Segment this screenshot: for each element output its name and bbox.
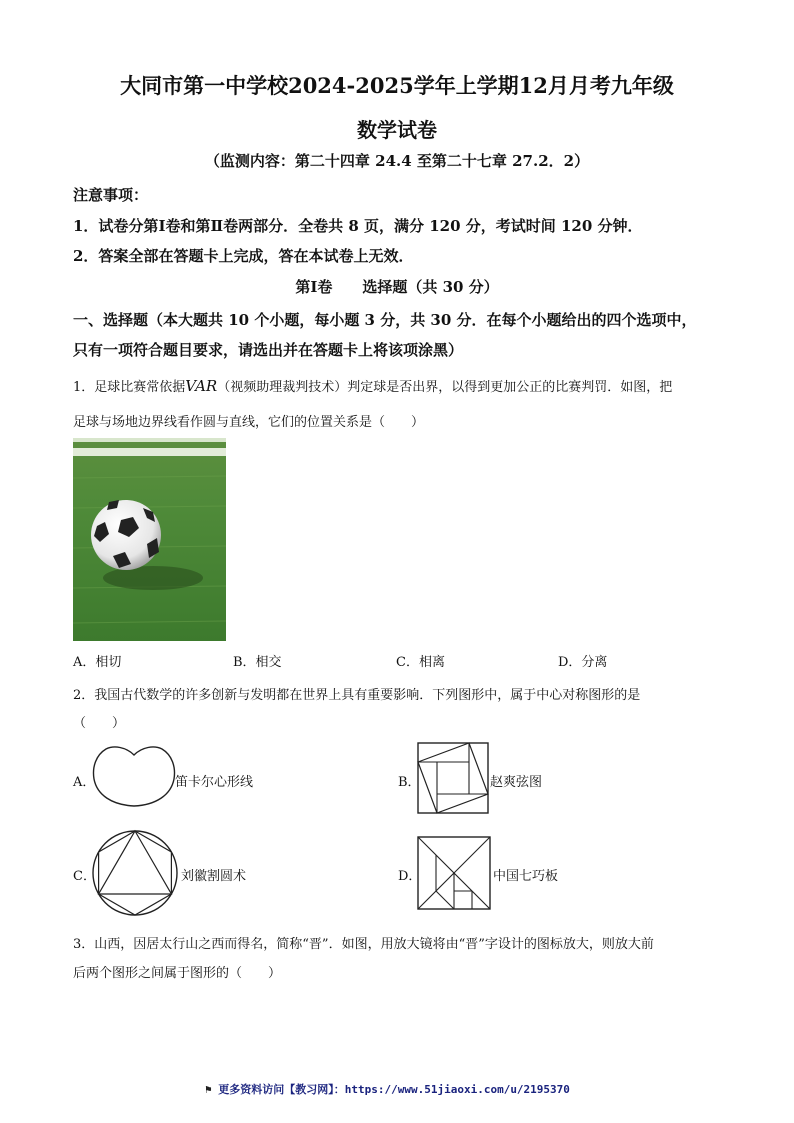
- q1-option-c[interactable]: C．相离: [396, 655, 445, 670]
- q2-option-c-letter[interactable]: C．: [73, 869, 96, 884]
- section-instructions-line1: 一、选择题（本大题共 10 个小题，每小题 3 分，共 30 分．在每个小题给出的四个选项中，: [73, 311, 697, 329]
- q1-var: VAR: [185, 377, 218, 395]
- exam-scope: （监测内容：第二十四章 24.4 至第二十七章 27.2．2）: [204, 152, 590, 170]
- notes-heading: 注意事项：: [73, 186, 149, 204]
- q1-prefix: 1．足球比赛常依据: [73, 380, 186, 395]
- liu-hui-figure: [91, 829, 179, 917]
- q1-line2: 足球与场地边界线看作圆与直线，它们的位置关系是（ ）: [73, 415, 425, 430]
- q1-line1: [73, 376, 672, 395]
- notes-item-1: 1．试卷分第Ⅰ卷和第Ⅱ卷两部分．全卷共 8 页，满分 120 分，考试时间 120 分钟．: [73, 217, 643, 235]
- q2-option-a-label: 笛卡尔心形线: [175, 775, 254, 790]
- q3-line2: 后两个图形之间属于图形的（ ）: [73, 966, 282, 981]
- exam-subtitle: 数学试卷: [357, 118, 437, 142]
- q2-option-b-label: 赵爽弦图: [490, 775, 543, 790]
- q2-option-c-label: 刘徽割圆术: [181, 869, 247, 884]
- notes-item-2: 2．答案全部在答题卡上完成，答在本试卷上无效．: [73, 247, 414, 265]
- soccer-ball-photo: [73, 438, 226, 641]
- q2-line1: 2．我国古代数学的许多创新与发明都在世界上具有重要影响．下列图形中，属于中心对称图形的是: [73, 688, 641, 703]
- q2-option-d-letter[interactable]: D．: [398, 869, 422, 884]
- q2-option-a-letter[interactable]: A．: [73, 775, 96, 790]
- footer-link-text[interactable]: 更多资料访问【教习网】：https://www.51jiaoxi.com/u/2195370: [218, 1083, 570, 1096]
- cardioid-figure: [92, 743, 176, 809]
- q1-option-b[interactable]: B．相交: [233, 655, 282, 670]
- flag-icon: ⚑: [205, 1083, 212, 1096]
- part1-heading: 第Ⅰ卷 选择题（共 30 分）: [295, 278, 499, 296]
- q1-option-a[interactable]: A．相切: [73, 655, 122, 670]
- q2-option-d-label: 中国七巧板: [493, 869, 559, 884]
- exam-title: 大同市第一中学校2024-2025学年上学期12月月考九年级: [120, 73, 674, 98]
- section-instructions-line2: 只有一项符合题目要求，请选出并在答题卡上将该项涂黑）: [73, 341, 464, 359]
- q2-line2: （ ）: [73, 716, 126, 731]
- q1-option-d[interactable]: D．分离: [558, 655, 608, 670]
- q1-suffix: （视频助理裁判技术）判定球是否出界，以得到更加公正的比赛判罚．如图，把: [217, 380, 673, 395]
- tangram-figure: [417, 836, 491, 910]
- q3-line1: 3．山西，因居太行山之西而得名，简称“晋”．如图，用放大镜将由“晋”字设计的图标放大，则放大前: [73, 937, 654, 952]
- zhao-shuang-figure: [417, 742, 489, 814]
- footer-banner[interactable]: [205, 1081, 570, 1097]
- q2-option-b-letter[interactable]: B．: [398, 775, 421, 790]
